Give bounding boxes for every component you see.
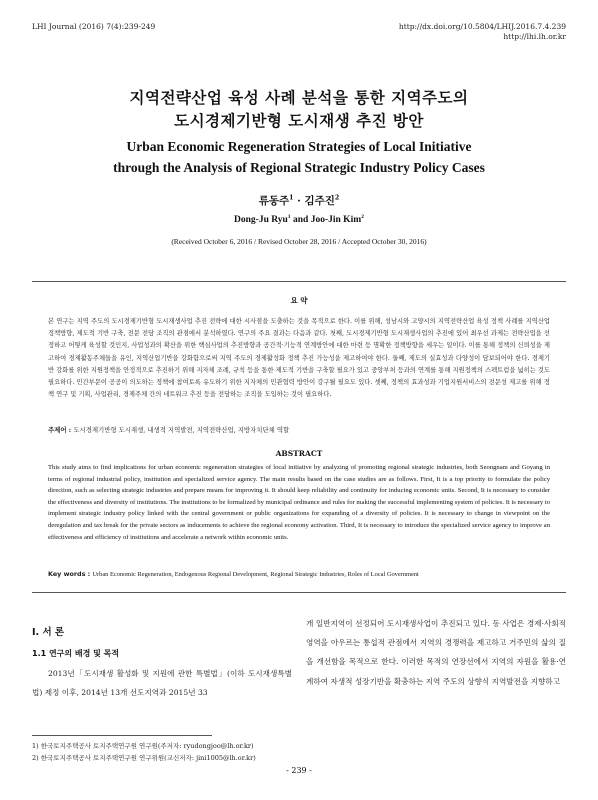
footnote-2: 2) 한국토지주택공사 토지주택연구원 연구위원(교신저자: jini1005@lh.or.kr) bbox=[32, 754, 256, 762]
keywords-english: Key words : Urban Economic Regeneration, Endogenous Regional Development, Regional Strategic Industries, Roles of Local Government bbox=[48, 570, 419, 578]
section-heading: Ⅰ. 서 론 bbox=[32, 627, 65, 638]
doi-block bbox=[399, 22, 566, 42]
page-number: - 239 - bbox=[286, 766, 312, 775]
keywords-korean: 주제어 : 도시경제기반형 도시재생, 내생적 지역발전, 지역전략산업, 지방자치단체 역할 bbox=[48, 426, 290, 434]
authors-korean: 류동주$^1$ · 김주진$^2$ bbox=[258, 194, 340, 207]
abstract-korean: 본 연구는 지역 주도의 도시경제기반형 도시재생사업 추진 전략에 대한 시사점을 도출하는 것을 목적으로 한다. 이를 위해, 성남시와 고양시의 지역전략산업 육성 정책 사례를 지역산업 정책방향, 제도적 기반 구축, 전문 전담 조직의 관점에서 분석하였다. 연구의 주요 결과는 다음과 같다. 첫째, 도시경제기반형 도시재생사업의 추진에 있어 최우선 과제는 전략산업을 선정하고 어떻게 육성할 것인지, 사업성과의 확산을 위한 핵심사업의 추진방향과 공간적·기능적 연계방안에 대한 마련 등 명확한 정책방향을 세우는 일이다. 이를 통해 정책의 신뢰성을 제고하여 경제활동주체들을 유인, 지역산업기반을 강화함으로써 지역 주도의 경제활성화 정책 추진 가능성을 제고하여야 한다. 둘째, 제도의 실효성과 다양성이 담보되어야 한다. 경제기반 강화를 위한 지원정책을 안정적으로 추진하기 위해 지자체 조례, 규칙 등을 통한 제도적 기반을 구축할 필요가 있고 중앙부처 등과의 연계를 통해 지원정책의 스펙트럼을 넓히는 것도 필요하다. 민간부문이 공공이 의도하는 정책에 참여토록 유도하기 위한 지자체의 민관협력 방안이 강구될 필요도 있다. 셋째, 정책의 효과성과 기업지원서비스의 전문성 제고를 위해 정책 연구 및 기획, 사업관리, 경제주체 간의 네트워크 추진 등을 전담하는 조직을 도입하는 것이 필요하다. bbox=[48, 318, 550, 399]
title-english: Urban Economic Regeneration Strategies of Local Initiative through the Analysis of Regional Strategic Industry Policy Cases bbox=[113, 139, 485, 175]
abstract-ko-heading: 요 약 bbox=[290, 296, 308, 305]
journal-citation: LHI Journal (2016) 7(4):239-249 bbox=[32, 22, 156, 31]
authors-english: Dong-Ju Ryu$^1$ and Joo-Jin Kim$^2$ bbox=[234, 214, 364, 226]
abstract-en-heading: ABSTRACT bbox=[275, 449, 323, 458]
body-right-column: 개 일반지역이 선정되어 도시재생사업이 추진되고 있다. 동 사업은 경제·사회적 영역을 아우르는 통섭적 관점에서 지역의 경쟁력을 제고하고 거주민의 삶의 질을 개선함을 목적으로 한다. 이러한 목적의 연장선에서 지역의 자원을 활용·연계하여 자생적 성장기반을 확충하는 지역 주도의 상향식 지역발전을 지향하고 bbox=[306, 619, 566, 686]
doi-link[interactable]: http://dx.doi.org/10.5804/LHIJ.2016.7.4.239 bbox=[398, 22, 566, 31]
site-link[interactable]: http://lhi.lh.or.kr bbox=[503, 32, 566, 41]
received-dates: (Received October 6, 2016 / Revised October 28, 2016 / Accepted October 30, 2016) bbox=[171, 237, 427, 246]
abstract-english: This study aims to find implications for urban economic regeneration strategies of local initiative by analyzing of promoting regional strategic industries, both Seongnam and Goyang in terms of regional industrial policy, institution and specialized service agency. The main results based on the case studies are as follows. First, It is a top priority to formulate the policy direction, such as selecting strategic industries and prepare means for improving it. It should keep reliability and continuity for inducing economic units. Second, It is necessary to consider the effectiveness and diversity of institutions. The institutions to be formalized by municipal ordinance and rules for making the successful implementing system of policies. It is necessary to implement strategic industry policy linked with the central government or public organizations for expanding of a diversity of policies. It is necessary to change in viewpoint on the deregulation and tax break for the private sectors as inducements to achieve the regional economy activation. Third, It is necessary to introduce the specialized service agency to improve an effectiveness and efficiency of institutions and accelerate a network within economic units. bbox=[48, 464, 550, 541]
title-korean: 지역전략산업 육성 사례 분석을 통한 지역주도의 도시경제기반형 도시재생 추진 방안 bbox=[129, 88, 469, 130]
footnote-rule bbox=[32, 735, 212, 736]
subsection-heading: 1.1 연구의 배경 및 목적 bbox=[32, 649, 120, 658]
divider bbox=[32, 281, 566, 282]
divider bbox=[32, 592, 566, 593]
footnote-1: 1) 한국토지주택공사 토지주택연구원 연구원(주저자: ryudongjoo@lh.or.kr) bbox=[32, 742, 254, 750]
body-left-column: 2013년「도시재생 활성화 및 지원에 관한 특별법」(이하 도시재생특별법) 제정 이후, 2014년 13개 선도지역과 2015년 33 bbox=[32, 669, 292, 698]
